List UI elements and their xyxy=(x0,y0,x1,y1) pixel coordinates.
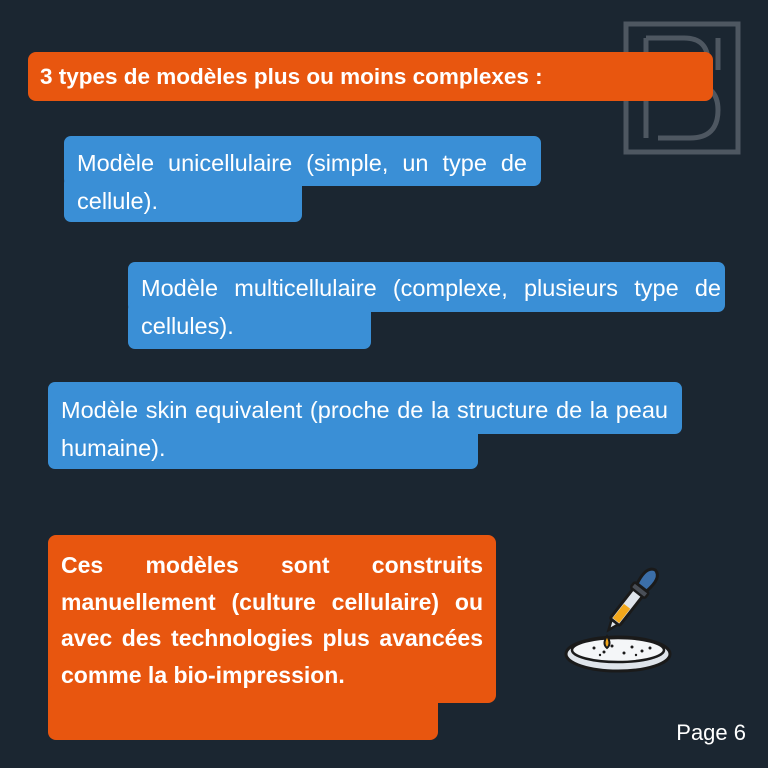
pipette-petri-dish-icon xyxy=(560,560,680,680)
model-item-text: Modèle skin equivalent (proche de la structure de la peau humaine). xyxy=(61,397,668,461)
model-item-text: Modèle multicellulaire (complexe, plusieurs type de cellules). xyxy=(141,275,721,339)
construction-note xyxy=(48,535,496,740)
page-number: Page 6 xyxy=(676,720,746,745)
construction-note-text: Ces modèles sont construits manuellement (culture cellulaire) ou avec des technologies plus avancées comme la bio-impression. xyxy=(61,552,483,688)
page-title: 3 types de modèles plus ou moins complexes : xyxy=(28,52,713,101)
model-item-text: Modèle unicellulaire (simple, un type de cellule). xyxy=(77,150,527,214)
